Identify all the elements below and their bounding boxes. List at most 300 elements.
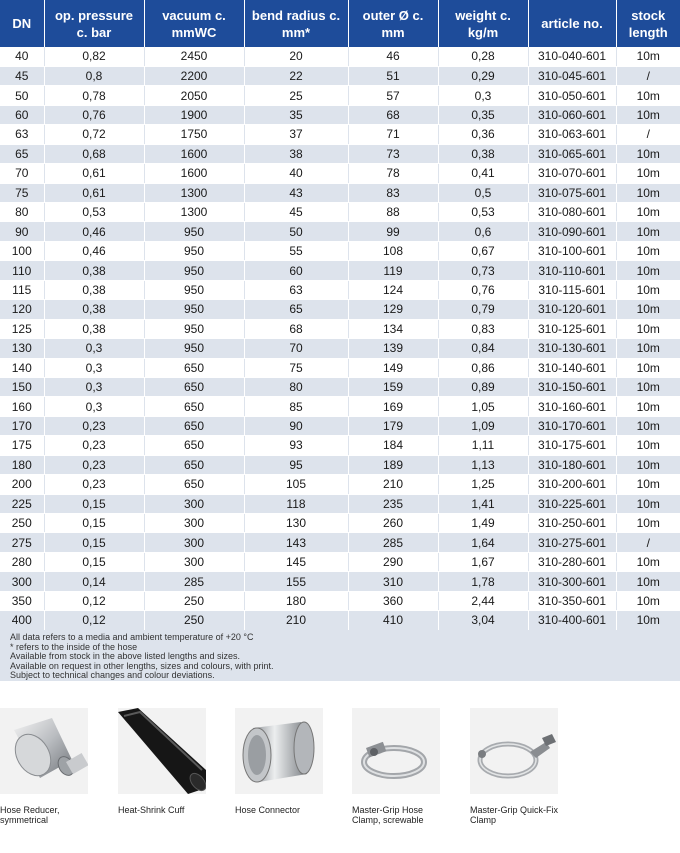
- cell-bend-radius: 43: [244, 183, 348, 202]
- cell-dn: 275: [0, 533, 44, 552]
- cell-bend-radius: 37: [244, 125, 348, 144]
- cell-outer-diameter: 51: [348, 66, 438, 85]
- cell-stock-length: 10m: [616, 183, 680, 202]
- table-row: [0, 436, 680, 455]
- cell-op-pressure: 0,76: [44, 105, 144, 124]
- cell-outer-diameter: 99: [348, 222, 438, 241]
- cell-article-no: 310-040-601: [528, 47, 616, 66]
- cell-stock-length: /: [616, 125, 680, 144]
- table-row: [0, 183, 680, 202]
- cell-weight: 0,36: [438, 125, 528, 144]
- cell-outer-diameter: 290: [348, 552, 438, 571]
- cell-op-pressure: 0,82: [44, 47, 144, 66]
- cell-op-pressure: 0,53: [44, 203, 144, 222]
- cell-outer-diameter: 149: [348, 358, 438, 377]
- accessory-hose-clamp-quick-fix: [470, 708, 582, 825]
- cell-weight: 1,64: [438, 533, 528, 552]
- cell-article-no: 310-065-601: [528, 144, 616, 163]
- cell-stock-length: 10m: [616, 105, 680, 124]
- cell-article-no: 310-150-601: [528, 377, 616, 396]
- cell-bend-radius: 85: [244, 397, 348, 416]
- cell-dn: 125: [0, 319, 44, 338]
- cell-vacuum: 1600: [144, 164, 244, 183]
- table-row: [0, 66, 680, 85]
- cell-stock-length: 10m: [616, 611, 680, 630]
- cell-stock-length: 10m: [616, 164, 680, 183]
- cell-bend-radius: 20: [244, 47, 348, 66]
- cell-weight: 0,73: [438, 261, 528, 280]
- cell-outer-diameter: 210: [348, 475, 438, 494]
- cell-weight: 0,89: [438, 377, 528, 396]
- cell-weight: 1,05: [438, 397, 528, 416]
- cell-op-pressure: 0,3: [44, 358, 144, 377]
- cell-vacuum: 2050: [144, 86, 244, 105]
- cell-dn: 90: [0, 222, 44, 241]
- table-row: [0, 377, 680, 396]
- cell-stock-length: 10m: [616, 241, 680, 260]
- table-row: [0, 47, 680, 66]
- cell-bend-radius: 105: [244, 475, 348, 494]
- cell-dn: 180: [0, 455, 44, 474]
- cell-dn: 140: [0, 358, 44, 377]
- cell-outer-diameter: 88: [348, 203, 438, 222]
- cell-bend-radius: 35: [244, 105, 348, 124]
- cell-stock-length: 10m: [616, 203, 680, 222]
- cell-stock-length: 10m: [616, 572, 680, 591]
- cell-op-pressure: 0,38: [44, 280, 144, 299]
- cell-bend-radius: 95: [244, 455, 348, 474]
- cell-bend-radius: 143: [244, 533, 348, 552]
- cell-article-no: 310-280-601: [528, 552, 616, 571]
- cell-op-pressure: 0,61: [44, 164, 144, 183]
- cell-weight: 1,78: [438, 572, 528, 591]
- hose-reducer-image: [0, 708, 88, 794]
- table-row: [0, 397, 680, 416]
- cell-stock-length: /: [616, 533, 680, 552]
- cell-vacuum: 1750: [144, 125, 244, 144]
- cell-weight: 0,35: [438, 105, 528, 124]
- accessory-label: Hose Connector: [235, 805, 301, 815]
- cell-vacuum: 250: [144, 591, 244, 610]
- cell-article-no: 310-130-601: [528, 339, 616, 358]
- cell-article-no: 310-060-601: [528, 105, 616, 124]
- cell-dn: 75: [0, 183, 44, 202]
- cell-weight: 0,5: [438, 183, 528, 202]
- cell-op-pressure: 0,46: [44, 222, 144, 241]
- cell-stock-length: 10m: [616, 475, 680, 494]
- cell-article-no: 310-400-601: [528, 611, 616, 630]
- cell-article-no: 310-175-601: [528, 436, 616, 455]
- footnote: Available from stock in the above listed lengths and sizes.: [10, 651, 240, 662]
- cell-article-no: 310-160-601: [528, 397, 616, 416]
- cell-vacuum: 1300: [144, 203, 244, 222]
- cell-op-pressure: 0,61: [44, 183, 144, 202]
- cell-weight: 0,83: [438, 319, 528, 338]
- cell-bend-radius: 40: [244, 164, 348, 183]
- cell-op-pressure: 0,14: [44, 572, 144, 591]
- cell-op-pressure: 0,12: [44, 611, 144, 630]
- cell-vacuum: 300: [144, 533, 244, 552]
- table-row: [0, 572, 680, 591]
- cell-weight: 0,3: [438, 86, 528, 105]
- cell-vacuum: 950: [144, 222, 244, 241]
- cell-stock-length: 10m: [616, 455, 680, 474]
- cell-weight: 1,13: [438, 455, 528, 474]
- table-row: [0, 125, 680, 144]
- cell-vacuum: 650: [144, 475, 244, 494]
- cell-vacuum: 950: [144, 280, 244, 299]
- cell-vacuum: 950: [144, 339, 244, 358]
- cell-outer-diameter: 360: [348, 591, 438, 610]
- cell-dn: 250: [0, 514, 44, 533]
- cell-article-no: 310-100-601: [528, 241, 616, 260]
- cell-vacuum: 300: [144, 552, 244, 571]
- cell-op-pressure: 0,15: [44, 514, 144, 533]
- cell-vacuum: 300: [144, 514, 244, 533]
- cell-outer-diameter: 179: [348, 416, 438, 435]
- cell-op-pressure: 0,38: [44, 319, 144, 338]
- cell-article-no: 310-170-601: [528, 416, 616, 435]
- table-row: [0, 358, 680, 377]
- cell-op-pressure: 0,23: [44, 416, 144, 435]
- cell-stock-length: 10m: [616, 358, 680, 377]
- cell-weight: 0,79: [438, 300, 528, 319]
- accessory-label: Master-Grip Hose Clamp, screwable: [352, 805, 424, 825]
- cell-dn: 50: [0, 86, 44, 105]
- cell-outer-diameter: 169: [348, 397, 438, 416]
- cell-dn: 225: [0, 494, 44, 513]
- table-row: [0, 86, 680, 105]
- footnote: Subject to technical changes and colour deviations.: [10, 670, 215, 681]
- cell-bend-radius: 210: [244, 611, 348, 630]
- header-weight: weight c. kg/m: [438, 0, 528, 47]
- cell-weight: 1,41: [438, 494, 528, 513]
- cell-op-pressure: 0,78: [44, 86, 144, 105]
- cell-article-no: 310-275-601: [528, 533, 616, 552]
- cell-op-pressure: 0,46: [44, 241, 144, 260]
- table-row: [0, 455, 680, 474]
- cell-bend-radius: 180: [244, 591, 348, 610]
- cell-stock-length: 10m: [616, 436, 680, 455]
- cell-stock-length: 10m: [616, 494, 680, 513]
- cell-dn: 70: [0, 164, 44, 183]
- accessory-hose-clamp-screwable: [352, 708, 464, 825]
- cell-weight: 0,41: [438, 164, 528, 183]
- cell-outer-diameter: 119: [348, 261, 438, 280]
- cell-weight: 0,76: [438, 280, 528, 299]
- cell-stock-length: 10m: [616, 86, 680, 105]
- cell-article-no: 310-045-601: [528, 66, 616, 85]
- cell-dn: 280: [0, 552, 44, 571]
- heat-shrink-cuff-image: [118, 708, 206, 794]
- cell-article-no: 310-350-601: [528, 591, 616, 610]
- cell-bend-radius: 65: [244, 300, 348, 319]
- cell-article-no: 310-225-601: [528, 494, 616, 513]
- cell-article-no: 310-115-601: [528, 280, 616, 299]
- cell-weight: 0,53: [438, 203, 528, 222]
- cell-dn: 120: [0, 300, 44, 319]
- cell-article-no: 310-090-601: [528, 222, 616, 241]
- cell-op-pressure: 0,3: [44, 377, 144, 396]
- cell-weight: 1,11: [438, 436, 528, 455]
- header-dn: DN: [0, 0, 44, 47]
- cell-stock-length: /: [616, 66, 680, 85]
- cell-stock-length: 10m: [616, 591, 680, 610]
- cell-vacuum: 2450: [144, 47, 244, 66]
- cell-outer-diameter: 159: [348, 377, 438, 396]
- cell-dn: 170: [0, 416, 44, 435]
- cell-bend-radius: 145: [244, 552, 348, 571]
- accessory-label: Hose Reducer, symmetrical: [0, 805, 60, 825]
- cell-outer-diameter: 139: [348, 339, 438, 358]
- cell-vacuum: 250: [144, 611, 244, 630]
- accessory-label: Master-Grip Quick-Fix Clamp: [470, 805, 559, 825]
- table-row: [0, 203, 680, 222]
- accessory-heat-shrink-cuff: [118, 708, 230, 816]
- cell-article-no: 310-110-601: [528, 261, 616, 280]
- cell-op-pressure: 0,15: [44, 533, 144, 552]
- cell-bend-radius: 55: [244, 241, 348, 260]
- table-row: [0, 533, 680, 552]
- table-row: [0, 222, 680, 241]
- table-row: [0, 319, 680, 338]
- cell-vacuum: 650: [144, 436, 244, 455]
- cell-dn: 350: [0, 591, 44, 610]
- cell-outer-diameter: 83: [348, 183, 438, 202]
- cell-weight: 0,29: [438, 66, 528, 85]
- cell-stock-length: 10m: [616, 280, 680, 299]
- cell-stock-length: 10m: [616, 144, 680, 163]
- cell-outer-diameter: 78: [348, 164, 438, 183]
- table-row: [0, 164, 680, 183]
- cell-weight: 0,84: [438, 339, 528, 358]
- table-row: [0, 494, 680, 513]
- cell-article-no: 310-300-601: [528, 572, 616, 591]
- accessories-row: [0, 708, 680, 848]
- cell-dn: 115: [0, 280, 44, 299]
- header-article-no: article no.: [528, 0, 616, 47]
- cell-article-no: 310-070-601: [528, 164, 616, 183]
- cell-bend-radius: 60: [244, 261, 348, 280]
- cell-bend-radius: 80: [244, 377, 348, 396]
- cell-vacuum: 650: [144, 358, 244, 377]
- cell-weight: 0,28: [438, 47, 528, 66]
- header-stock-length: stock length: [616, 0, 680, 47]
- cell-stock-length: 10m: [616, 377, 680, 396]
- cell-vacuum: 950: [144, 300, 244, 319]
- cell-article-no: 310-140-601: [528, 358, 616, 377]
- cell-weight: 1,09: [438, 416, 528, 435]
- cell-weight: 1,67: [438, 552, 528, 571]
- header-vacuum: vacuum c. mmWC: [144, 0, 244, 47]
- cell-outer-diameter: 134: [348, 319, 438, 338]
- cell-dn: 65: [0, 144, 44, 163]
- cell-stock-length: 10m: [616, 397, 680, 416]
- footnote: Available on request in other lengths, sizes and colours, with print.: [10, 660, 274, 671]
- accessory-hose-reducer: [0, 708, 112, 825]
- cell-outer-diameter: 189: [348, 455, 438, 474]
- cell-weight: 0,6: [438, 222, 528, 241]
- cell-vacuum: 285: [144, 572, 244, 591]
- cell-stock-length: 10m: [616, 300, 680, 319]
- cell-vacuum: 650: [144, 397, 244, 416]
- cell-bend-radius: 22: [244, 66, 348, 85]
- cell-vacuum: 650: [144, 416, 244, 435]
- cell-dn: 175: [0, 436, 44, 455]
- cell-stock-length: 10m: [616, 222, 680, 241]
- cell-vacuum: 1900: [144, 105, 244, 124]
- cell-vacuum: 650: [144, 455, 244, 474]
- cell-vacuum: 950: [144, 241, 244, 260]
- cell-bend-radius: 75: [244, 358, 348, 377]
- table-body: [0, 47, 680, 630]
- hose-clamp-screw-image: [352, 708, 440, 794]
- cell-stock-length: 10m: [616, 339, 680, 358]
- cell-op-pressure: 0,23: [44, 475, 144, 494]
- cell-weight: 0,38: [438, 144, 528, 163]
- cell-op-pressure: 0,23: [44, 436, 144, 455]
- cell-op-pressure: 0,15: [44, 494, 144, 513]
- cell-outer-diameter: 57: [348, 86, 438, 105]
- cell-vacuum: 2200: [144, 66, 244, 85]
- cell-bend-radius: 70: [244, 339, 348, 358]
- hose-clamp-quickfix-image: [470, 708, 558, 794]
- cell-outer-diameter: 68: [348, 105, 438, 124]
- cell-dn: 63: [0, 125, 44, 144]
- cell-op-pressure: 0,72: [44, 125, 144, 144]
- table-row: [0, 144, 680, 163]
- cell-article-no: 310-120-601: [528, 300, 616, 319]
- cell-bend-radius: 38: [244, 144, 348, 163]
- cell-article-no: 310-063-601: [528, 125, 616, 144]
- header-bend-radius: bend radius c. mm*: [244, 0, 348, 47]
- hose-connector-image: [235, 708, 323, 794]
- cell-bend-radius: 90: [244, 416, 348, 435]
- cell-vacuum: 950: [144, 319, 244, 338]
- table-row: [0, 339, 680, 358]
- cell-op-pressure: 0,8: [44, 66, 144, 85]
- cell-dn: 80: [0, 203, 44, 222]
- cell-stock-length: 10m: [616, 514, 680, 533]
- cell-op-pressure: 0,38: [44, 300, 144, 319]
- cell-bend-radius: 130: [244, 514, 348, 533]
- cell-bend-radius: 45: [244, 203, 348, 222]
- cell-op-pressure: 0,23: [44, 455, 144, 474]
- cell-outer-diameter: 260: [348, 514, 438, 533]
- cell-dn: 45: [0, 66, 44, 85]
- cell-article-no: 310-180-601: [528, 455, 616, 474]
- cell-stock-length: 10m: [616, 261, 680, 280]
- cell-article-no: 310-050-601: [528, 86, 616, 105]
- cell-outer-diameter: 410: [348, 611, 438, 630]
- cell-weight: 3,04: [438, 611, 528, 630]
- header-outer-diameter: outer Ø c. mm: [348, 0, 438, 47]
- cell-dn: 100: [0, 241, 44, 260]
- table-row: [0, 261, 680, 280]
- cell-bend-radius: 50: [244, 222, 348, 241]
- table-row: [0, 105, 680, 124]
- cell-bend-radius: 93: [244, 436, 348, 455]
- cell-outer-diameter: 129: [348, 300, 438, 319]
- cell-op-pressure: 0,15: [44, 552, 144, 571]
- footnote: * refers to the inside of the hose: [10, 641, 138, 652]
- cell-outer-diameter: 285: [348, 533, 438, 552]
- cell-stock-length: 10m: [616, 319, 680, 338]
- cell-vacuum: 950: [144, 261, 244, 280]
- cell-outer-diameter: 124: [348, 280, 438, 299]
- accessory-label: Heat-Shrink Cuff: [118, 805, 185, 815]
- table-row: [0, 280, 680, 299]
- table-row: [0, 552, 680, 571]
- table-row: [0, 611, 680, 630]
- cell-dn: 400: [0, 611, 44, 630]
- cell-outer-diameter: 73: [348, 144, 438, 163]
- cell-article-no: 310-200-601: [528, 475, 616, 494]
- footnotes: [0, 630, 680, 681]
- cell-weight: 2,44: [438, 591, 528, 610]
- cell-dn: 60: [0, 105, 44, 124]
- cell-vacuum: 300: [144, 494, 244, 513]
- cell-outer-diameter: 108: [348, 241, 438, 260]
- table-row: [0, 416, 680, 435]
- cell-dn: 130: [0, 339, 44, 358]
- cell-bend-radius: 68: [244, 319, 348, 338]
- table-row: [0, 591, 680, 610]
- cell-bend-radius: 155: [244, 572, 348, 591]
- cell-dn: 110: [0, 261, 44, 280]
- cell-dn: 300: [0, 572, 44, 591]
- cell-bend-radius: 63: [244, 280, 348, 299]
- cell-vacuum: 650: [144, 377, 244, 396]
- cell-op-pressure: 0,3: [44, 339, 144, 358]
- cell-dn: 200: [0, 475, 44, 494]
- cell-outer-diameter: 310: [348, 572, 438, 591]
- cell-stock-length: 10m: [616, 416, 680, 435]
- table-row: [0, 241, 680, 260]
- cell-vacuum: 1300: [144, 183, 244, 202]
- cell-op-pressure: 0,12: [44, 591, 144, 610]
- cell-stock-length: 10m: [616, 47, 680, 66]
- cell-op-pressure: 0,68: [44, 144, 144, 163]
- table-row: [0, 300, 680, 319]
- cell-article-no: 310-075-601: [528, 183, 616, 202]
- cell-stock-length: 10m: [616, 552, 680, 571]
- cell-op-pressure: 0,38: [44, 261, 144, 280]
- cell-article-no: 310-080-601: [528, 203, 616, 222]
- cell-article-no: 310-125-601: [528, 319, 616, 338]
- cell-article-no: 310-250-601: [528, 514, 616, 533]
- cell-weight: 1,49: [438, 514, 528, 533]
- cell-weight: 1,25: [438, 475, 528, 494]
- cell-outer-diameter: 71: [348, 125, 438, 144]
- cell-weight: 0,86: [438, 358, 528, 377]
- cell-bend-radius: 118: [244, 494, 348, 513]
- cell-outer-diameter: 235: [348, 494, 438, 513]
- cell-dn: 150: [0, 377, 44, 396]
- cell-outer-diameter: 46: [348, 47, 438, 66]
- cell-op-pressure: 0,3: [44, 397, 144, 416]
- cell-weight: 0,67: [438, 241, 528, 260]
- accessory-hose-connector: [235, 708, 347, 816]
- table-row: [0, 475, 680, 494]
- table-row: [0, 514, 680, 533]
- footnote: All data refers to a media and ambient temperature of +20 °C: [10, 632, 254, 642]
- cell-vacuum: 1600: [144, 144, 244, 163]
- table-header-row: [0, 0, 680, 47]
- cell-dn: 40: [0, 47, 44, 66]
- header-op-pressure: op. pressure c. bar: [44, 0, 144, 47]
- cell-outer-diameter: 184: [348, 436, 438, 455]
